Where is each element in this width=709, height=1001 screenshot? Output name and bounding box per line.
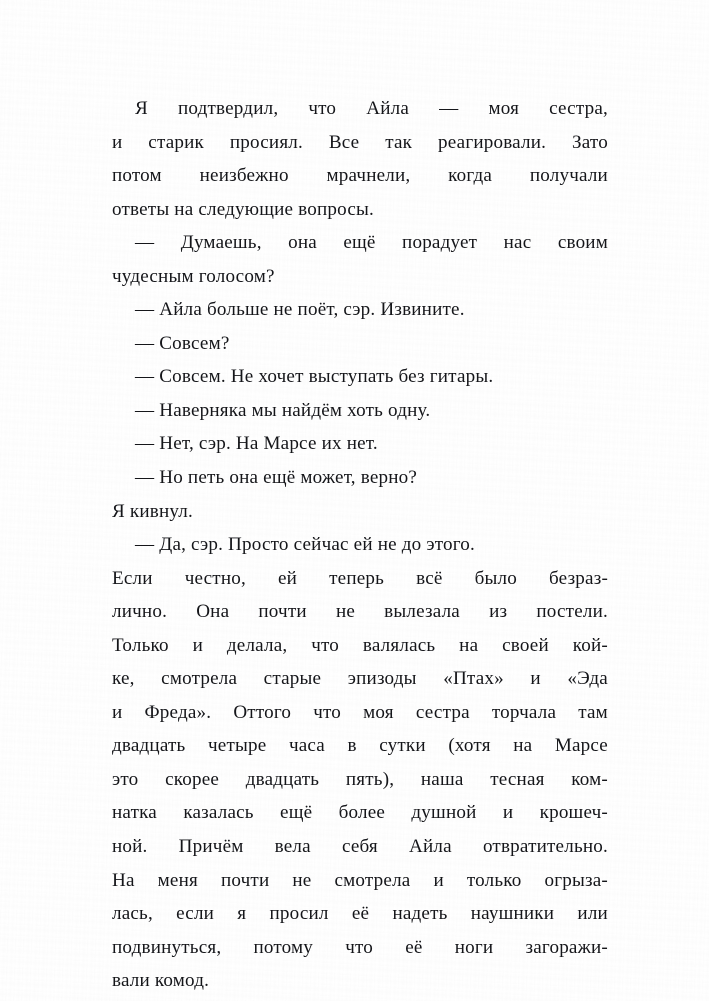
word: на	[459, 634, 479, 656]
text-line	[112, 126, 608, 160]
word: безраз-	[549, 567, 608, 589]
word: надеть	[392, 903, 448, 925]
word: потому	[253, 936, 314, 958]
word: Фреда».	[144, 701, 212, 723]
word: или	[577, 903, 608, 925]
word: вылезала	[384, 601, 460, 623]
text-line	[112, 92, 608, 126]
text-line: вали комод.	[112, 970, 210, 992]
word: и	[433, 869, 444, 891]
word: ке,	[112, 668, 135, 690]
text-line	[112, 662, 608, 696]
word: моя	[363, 701, 394, 723]
word: крошеч-	[539, 802, 608, 824]
word: она	[288, 232, 317, 254]
word: и	[112, 131, 123, 153]
word: я	[237, 903, 247, 925]
text-line	[112, 595, 608, 629]
word: неизбежно	[199, 165, 289, 187]
word: когда	[448, 165, 493, 187]
body-paragraph	[112, 495, 608, 529]
word: наушники	[470, 903, 555, 925]
word: Я	[135, 98, 148, 119]
word: Зато	[571, 131, 608, 153]
word: постели.	[536, 601, 608, 623]
word: Все	[328, 131, 360, 153]
word: Думаешь,	[180, 232, 262, 254]
word: что	[313, 701, 342, 723]
text-line: — Айла больше не поёт, сэр. Извините.	[135, 299, 465, 321]
word: Марсе	[554, 735, 608, 757]
word: сутки	[379, 735, 426, 757]
dialogue-paragraph	[112, 293, 608, 327]
word: это	[112, 768, 139, 790]
dialogue-paragraph	[112, 360, 608, 394]
word: делала,	[226, 634, 288, 656]
word: казалась	[183, 802, 254, 824]
word: моя	[488, 98, 520, 119]
word: почти	[258, 601, 307, 623]
word: своей	[502, 634, 549, 656]
word: на	[513, 735, 533, 757]
word: валялась	[362, 634, 436, 656]
word: было	[474, 567, 517, 589]
word: душной	[411, 802, 477, 824]
word: наша	[420, 768, 464, 790]
word: сестра	[415, 701, 470, 723]
word: натка	[112, 802, 157, 824]
text-line: — Совсем. Не хочет выступать без гитары.	[135, 366, 494, 388]
text-line	[112, 931, 608, 965]
word: её	[405, 936, 423, 958]
word: ей	[278, 567, 298, 589]
word: просиял.	[229, 131, 303, 153]
word: всё	[416, 567, 443, 589]
word: двадцать	[112, 735, 186, 757]
word: Оттого	[233, 701, 292, 723]
body-paragraph	[112, 562, 608, 998]
word: порадует	[402, 232, 478, 254]
text-line	[112, 897, 608, 931]
word: старые	[263, 668, 322, 690]
word: себя	[341, 836, 378, 858]
word: и	[530, 668, 541, 690]
word: не	[292, 869, 312, 891]
text-line	[112, 226, 608, 260]
text-column	[112, 92, 608, 998]
text-line: ответы на следующие вопросы.	[112, 198, 374, 220]
word: часа	[288, 735, 325, 757]
dialogue-paragraph	[112, 226, 608, 293]
word: лась,	[112, 903, 153, 925]
word: Айла	[366, 98, 410, 119]
word: реагировали.	[438, 131, 547, 153]
word: мрачнели,	[326, 165, 411, 187]
word: скорее	[165, 768, 220, 790]
word: теперь	[329, 567, 385, 589]
word: так	[385, 131, 413, 153]
word: просил	[269, 903, 329, 925]
word: и	[192, 634, 204, 656]
word: кой-	[572, 634, 608, 656]
word: —	[135, 232, 155, 254]
text-line: — Нет, сэр. На Марсе их нет.	[135, 433, 378, 455]
word: и	[112, 701, 123, 723]
word: смотрела	[334, 869, 411, 891]
word: «Птах»	[443, 668, 504, 690]
word: честно,	[184, 567, 246, 589]
word: Только	[112, 634, 169, 656]
word: ещё	[280, 802, 313, 824]
word: в	[347, 735, 357, 757]
word: Причём	[178, 836, 244, 858]
text-line: Я кивнул.	[112, 500, 193, 522]
word: потом	[112, 165, 162, 187]
word: старик	[148, 131, 205, 153]
text-line: — Наверняка мы найдём хоть одну.	[135, 399, 431, 421]
word: Айла	[409, 836, 452, 858]
word: её	[351, 903, 370, 925]
word: там	[578, 701, 608, 723]
text-line	[112, 729, 608, 763]
word: получали	[529, 165, 608, 187]
text-line	[112, 629, 608, 663]
dialogue-paragraph	[112, 528, 608, 562]
word: что	[345, 936, 374, 958]
word: своим	[557, 232, 608, 254]
word: если	[176, 903, 215, 925]
word: Она	[196, 601, 230, 623]
word: что	[311, 634, 340, 656]
word: вела	[274, 836, 311, 858]
body-paragraph	[112, 92, 608, 226]
word: что	[308, 98, 337, 119]
dialogue-paragraph	[112, 427, 608, 461]
word: не	[335, 601, 356, 623]
word: тесная	[490, 768, 545, 790]
word: (хотя	[448, 735, 491, 757]
word: подтвердил,	[178, 98, 279, 119]
text-line: — Совсем?	[135, 332, 230, 354]
word: загоражи-	[525, 936, 608, 958]
word: ком-	[571, 768, 608, 790]
text-line	[112, 830, 608, 864]
word: Если	[112, 567, 153, 589]
text-line	[112, 763, 608, 797]
word: ещё	[343, 232, 376, 254]
word: —	[439, 98, 459, 119]
word: только	[466, 869, 522, 891]
word: почти	[220, 869, 270, 891]
word: подвинуться,	[112, 936, 222, 958]
word: двадцать	[245, 768, 320, 790]
word: сестра,	[549, 98, 608, 119]
word: «Эда	[567, 668, 608, 690]
word: отвратительно.	[482, 836, 608, 858]
word: ноги	[454, 936, 494, 958]
word: торчала	[491, 701, 557, 723]
dialogue-paragraph	[112, 327, 608, 361]
word: На	[112, 869, 135, 891]
text-line	[112, 696, 608, 730]
text-line: — Да, сэр. Просто сейчас ей не до этого.	[135, 534, 475, 556]
word: нас	[503, 232, 532, 254]
word: меня	[157, 869, 198, 891]
text-line	[112, 864, 608, 898]
word: лично.	[112, 601, 168, 623]
word: огрыза-	[544, 869, 608, 891]
text-line: — Но петь она ещё может, верно?	[135, 467, 418, 489]
text-line: чудесным голосом?	[112, 265, 275, 287]
dialogue-paragraph	[112, 394, 608, 428]
text-line	[112, 562, 608, 596]
text-line	[112, 796, 608, 830]
word: четыре	[207, 735, 267, 757]
word: смотрела	[161, 668, 238, 690]
word: пять),	[345, 768, 395, 790]
text-line	[112, 159, 608, 193]
word: более	[338, 802, 386, 824]
word: эпизоды	[347, 668, 417, 690]
word: из	[489, 601, 508, 623]
word: и	[502, 802, 514, 824]
word: ной.	[112, 836, 148, 858]
dialogue-paragraph	[112, 461, 608, 495]
